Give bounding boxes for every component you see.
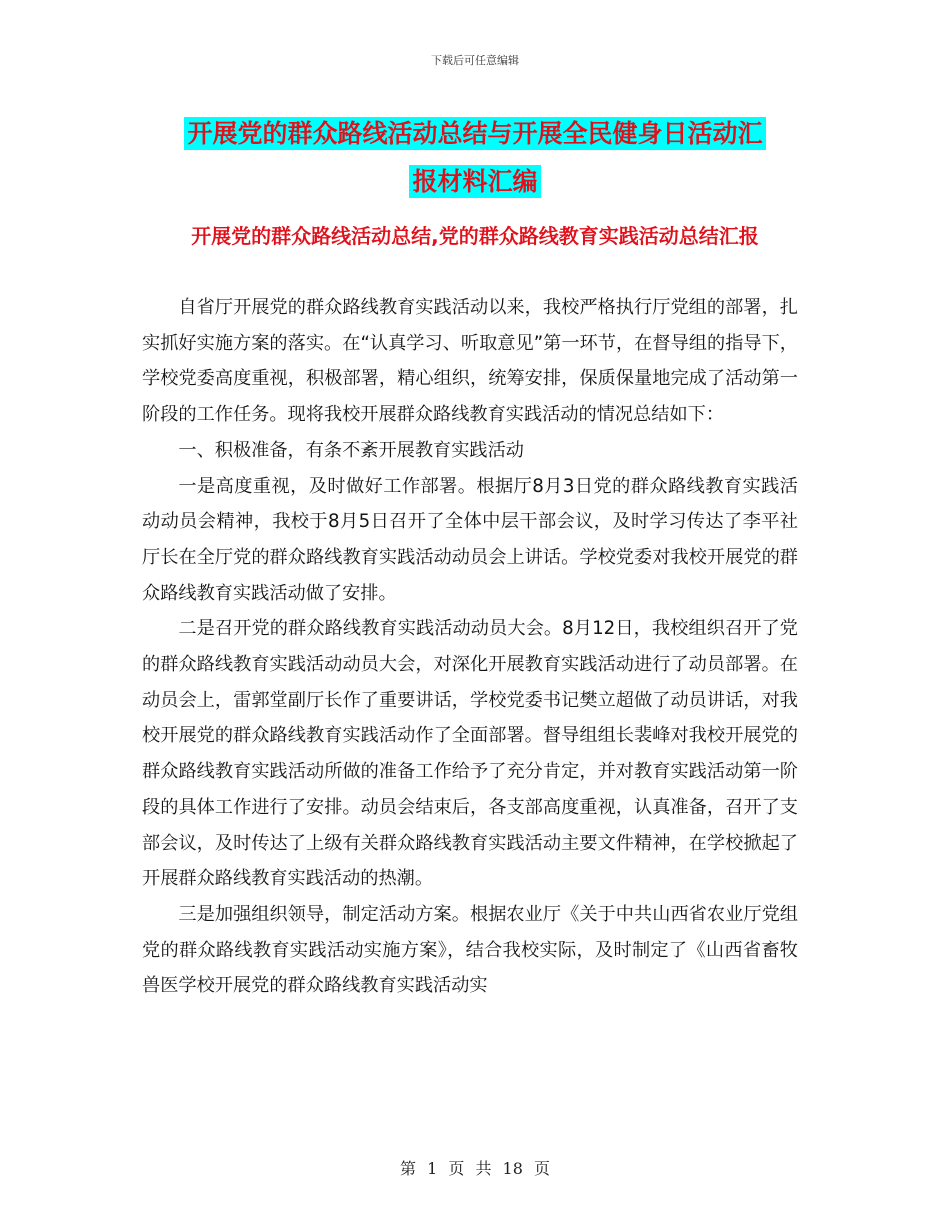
title-highlight-1: 开展党的群众路线活动总结与开展全民健身日活动汇 <box>184 117 765 150</box>
paragraph-subheading: 一、积极准备，有条不紊开展教育实践活动 <box>178 439 524 461</box>
paragraph-point-2: 二是召开党的群众路线教育实践活动动员大会。8月12日，我校组织召开了党的群众路线教育实践活动动员大会，对深化开展教育实践活动进行了动员部署。在动员会上，雷郭堂副厅长作了重要讲话，学校党委书记樊立超做了动员讲话，对我校开展党的群众路线教育实践活动作了全面部署。督导组组长裴峰对我校开展党的群众路线教育实践活动所做的准备工作给予了充分肯定，并对教育实践活动第一阶段的具体工作进行了安排。动员会结束后，各支部高度重视，认真准备，召开了支部会议，及时传达了上级有关群众路线教育实践活动主要文件精神，在学校掀起了开展群众路线教育实践活动的热潮。 <box>142 618 798 890</box>
paragraph-intro: 自省厅开展党的群众路线教育实践活动以来，我校严格执行厅党组的部署，扎实抓好实施方案的落实。在“认真学习、听取意见”第一环节，在督导组的指导下，学校党委高度重视，积极部署，精心组织，统筹安排，保质保量地完成了活动第一阶段的工作任务。现将我校开展群众路线教育实践活动的情况总结如下： <box>142 297 798 426</box>
page-number: 第 1 页 共 18 页 <box>400 1159 550 1178</box>
section-heading: 开展党的群众路线活动总结,党的群众路线教育实践活动总结汇报 <box>191 224 759 248</box>
document-title-line-1 <box>0 110 950 158</box>
title-highlight-2: 报材料汇编 <box>409 165 540 198</box>
paragraph-point-1: 一是高度重视，及时做好工作部署。根据厅8月3日党的群众路线教育实践活动动员会精神，我校于8月5日召开了全体中层干部会议，及时学习传达了李平社厅长在全厅党的群众路线教育实践活动动员会上讲话。学校党委对我校开展党的群众路线教育实践活动做了安排。 <box>142 475 798 604</box>
document-title-line-2 <box>0 158 950 206</box>
paragraph-point-3: 三是加强组织领导，制定活动方案。根据农业厅《关于中共山西省农业厅党组党的群众路线教育实践活动实施方案》，结合我校实际，及时制定了《山西省畜牧兽医学校开展党的群众路线教育实践活动实 <box>142 903 798 997</box>
document-title <box>0 110 950 206</box>
document-body <box>142 290 798 1004</box>
header-note: 下载后可任意编辑 <box>431 54 519 67</box>
